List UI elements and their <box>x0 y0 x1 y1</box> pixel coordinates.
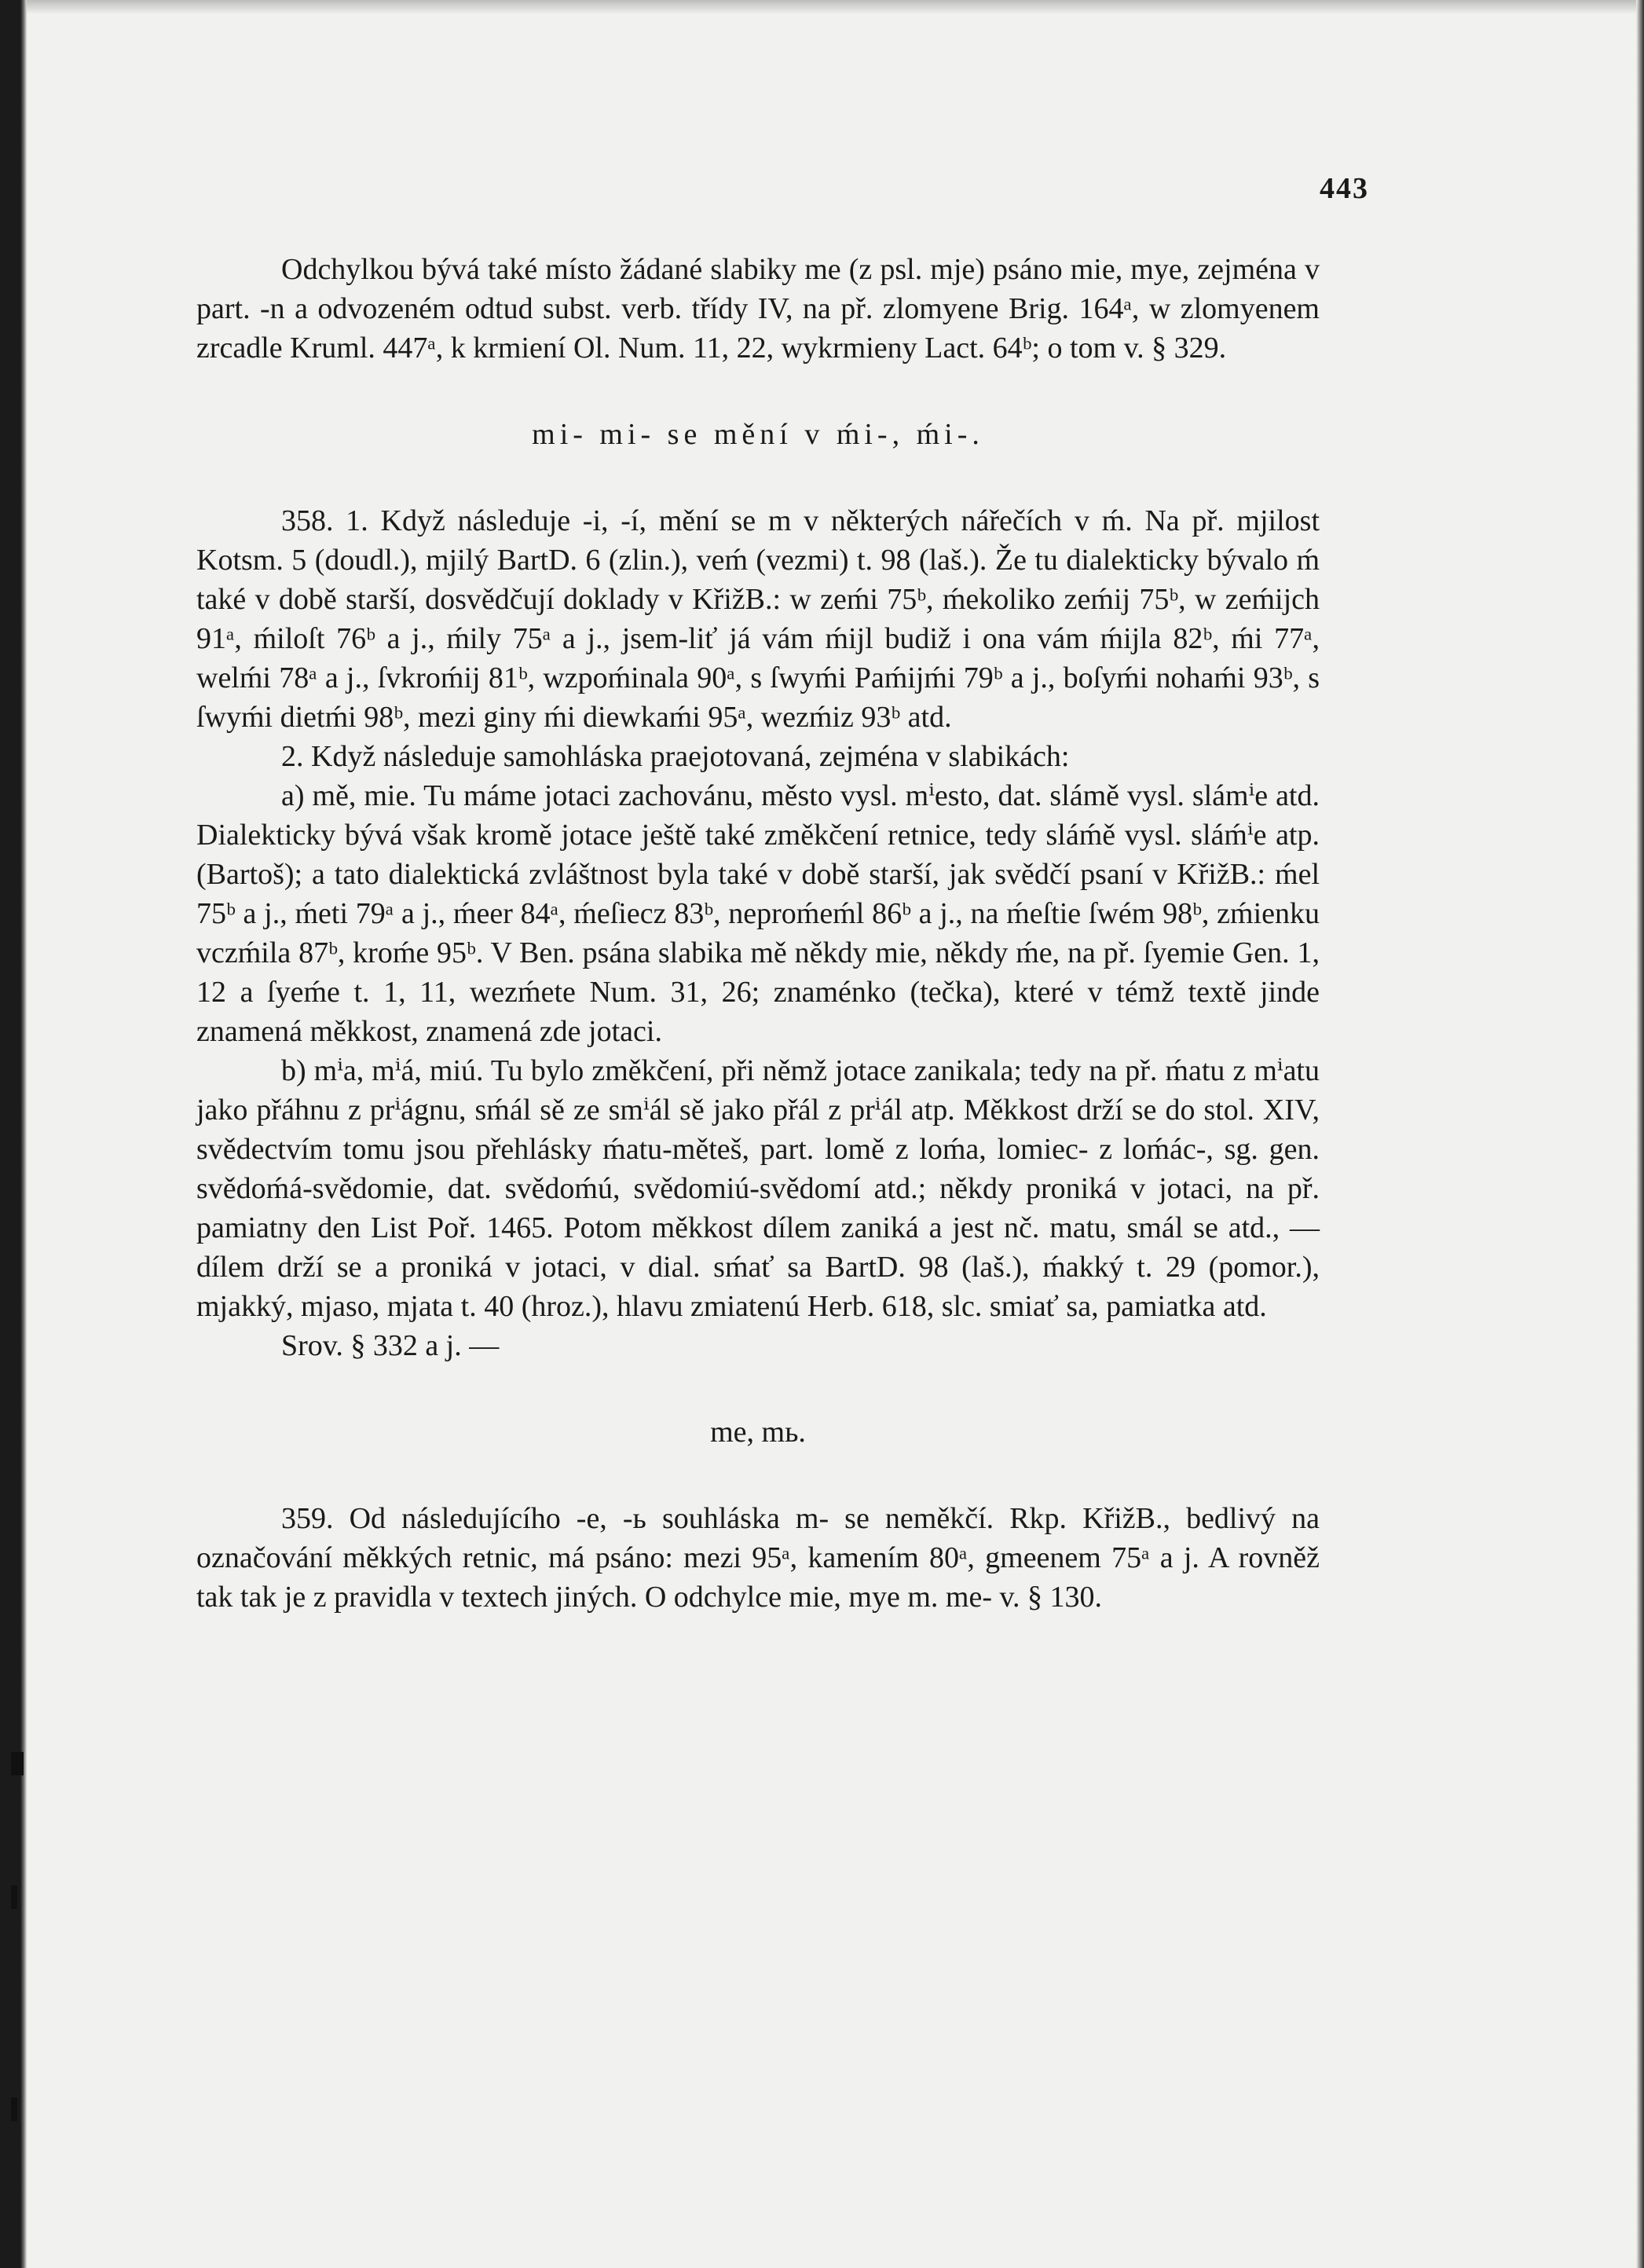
paragraph-359: 359. Od následujícího -e, -ь souhláska m- se neměkčí. Rkp. KřižB., bedlivý na označování měkkých retnic, má psáno: mezi 95ᵃ, kamením 80ᵃ, gmeenem 75ᵃ a j. A rovněž tak tak je z pravidla v textech jiných. O odchylce mie, mye m. me- v. § 130. <box>196 1502 1320 1614</box>
page-number: 443 <box>1320 172 1369 205</box>
section-heading-mi: mi- mi- se mění v ḿi-, ḿi-. <box>532 418 984 451</box>
margin-mark <box>11 1885 17 1909</box>
page-right-edge <box>1636 0 1644 2268</box>
page-body <box>196 250 1320 1617</box>
section-heading-me: me, mь. <box>710 1416 806 1449</box>
paragraph-odchylkou: Odchylkou bývá také místo žádané slabiky me (z psl. mje) psáno mie, mye, zejména v part. -n a odvozeném odtud subst. verb. třídy IV, na př. zlomyene Brig. 164ᵃ, w zlomyenem zrcadle Kruml. 447ᵃ, k krmiení Ol. Num. 11, 22, wykrmieny Lact. 64ᵇ; o tom v. § 329. <box>196 253 1320 365</box>
margin-mark <box>11 1752 24 1775</box>
paragraph-srov: Srov. § 332 a j. — <box>281 1329 500 1362</box>
margin-mark <box>11 2098 17 2121</box>
paragraph-358-1: 358. 1. Když následuje -i, -í, mění se m v některých nářečích v ḿ. Na př. mjilost Kotsm. 5 (doudl.), mjilý BartD. 6 (zlin.), veḿ (vezmi) t. 98 (laš.). Že tu dialekticky bývalo ḿ také v době starší, dosvědčují doklady v KřižB.: w zeḿi 75ᵇ, ḿekoliko zeḿij 75ᵇ, w zeḿijch 91ᵃ, ḿiloſt 76ᵇ a j., ḿily 75ᵃ a j., jsem-liť já vám ḿijl budiž i ona vám ḿijla 82ᵇ, ḿi 77ᵃ, welḿi 78ᵃ a j., ſvkroḿij 81ᵇ, wzpoḿinala 90ᵃ, s ſwyḿi Paḿijḿi 79ᵇ a j., boſyḿi nohaḿi 93ᵇ, s ſwyḿi dietḿi 98ᵇ, mezi giny ḿi diewkaḿi 95ᵃ, wezḿiz 93ᵇ atd. <box>196 504 1320 734</box>
paragraph-358-2b: b) mⁱa, mⁱá, miú. Tu bylo změkčení, při němž jotace zanikala; tedy na př. ḿatu z mⁱatu jako přáhnu z prⁱágnu, sḿál sě ze smⁱál sě jako přál z prⁱál atp. Měkkost drží se do stol. XIV, svědectvím tomu jsou přehlásky ḿatu-měteš, part. lomě z loḿa, lomiec- z loḿác-, sg. gen. svědoḿá-svědomie, dat. svědoḿú, svědomiú-svědomí atd.; někdy proniká v jotaci, na př. pamiatny den List Poř. 1465. Potom měkkost dílem zaniká a jest nč. matu, smál se atd., — dílem drží se a proniká v jotaci, v dial. sḿať sa BartD. 98 (laš.), ḿakký t. 29 (pomor.), mjakký, mjaso, mjata t. 40 (hroz.), hlavu zmiatenú Herb. 618, slc. smiať sa, pamiatka atd. <box>196 1054 1320 1323</box>
page-top-edge <box>27 0 1636 14</box>
paragraph-358-2a: a) mě, mie. Tu máme jotaci zachovánu, město vysl. mⁱesto, dat. slámě vysl. slámⁱe atd. Dialekticky bývá však kromě jotace ještě také změkčení retnice, tedy sláḿě vysl. sláḿⁱe atp. (Bartoš); a tato dialektická zvláštnost byla také v době starší, jak svědčí psaní v KřižB.: ḿel 75ᵇ a j., ḿeti 79ᵃ a j., ḿeer 84ᵃ, ḿeſiecz 83ᵇ, neproḿeḿl 86ᵇ a j., na ḿeſtie ſwém 98ᵇ, zḿienku vczḿila 87ᵇ, kroḿe 95ᵇ. V Ben. psána slabika mě někdy mie, někdy ḿe, na př. ſyemie Gen. 1, 12 a ſyeḿe t. 1, 11, wezḿete Num. 31, 26; znaménko (tečka), které v témž textě jinde znamená měkkost, znamená zde jotaci. <box>196 779 1320 1048</box>
paragraph-358-2: 2. Když následuje samohláska praejotovaná, zejména v slabikách: <box>281 740 1070 773</box>
book-spine-border <box>0 0 27 2268</box>
